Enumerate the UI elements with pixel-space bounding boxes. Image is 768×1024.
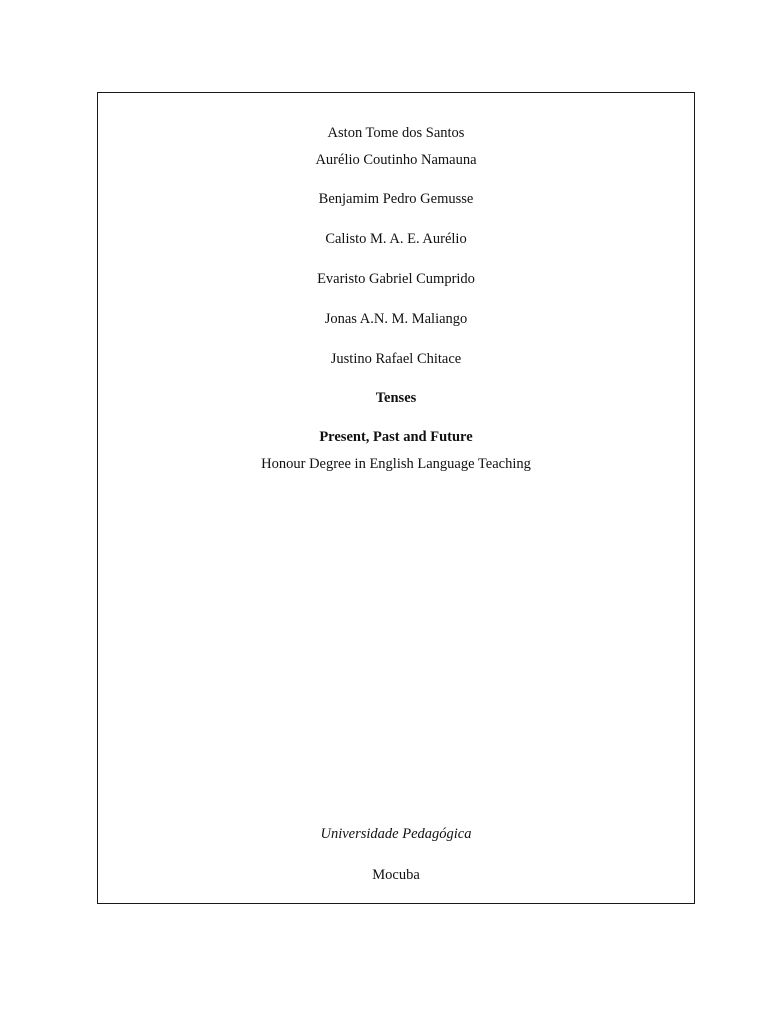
author-name: Jonas A.N. M. Maliango — [324, 311, 468, 327]
author-name: Justino Rafael Chitace — [330, 351, 462, 367]
document-subtitle: Present, Past and Future — [319, 429, 473, 445]
author-name: Aurélio Coutinho Namauna — [315, 152, 477, 168]
document-title: Tenses — [375, 390, 417, 406]
author-name: Evaristo Gabriel Cumprido — [317, 271, 475, 287]
cover-page — [97, 92, 695, 904]
city-name: Mocuba — [372, 867, 420, 883]
author-name: Benjamim Pedro Gemusse — [318, 191, 474, 207]
author-name: Calisto M. A. E. Aurélio — [325, 231, 467, 247]
author-name: Aston Tome dos Santos — [327, 125, 465, 141]
degree-line: Honour Degree in English Language Teaching — [261, 456, 531, 472]
institution-name: Universidade Pedagógica — [320, 826, 472, 842]
